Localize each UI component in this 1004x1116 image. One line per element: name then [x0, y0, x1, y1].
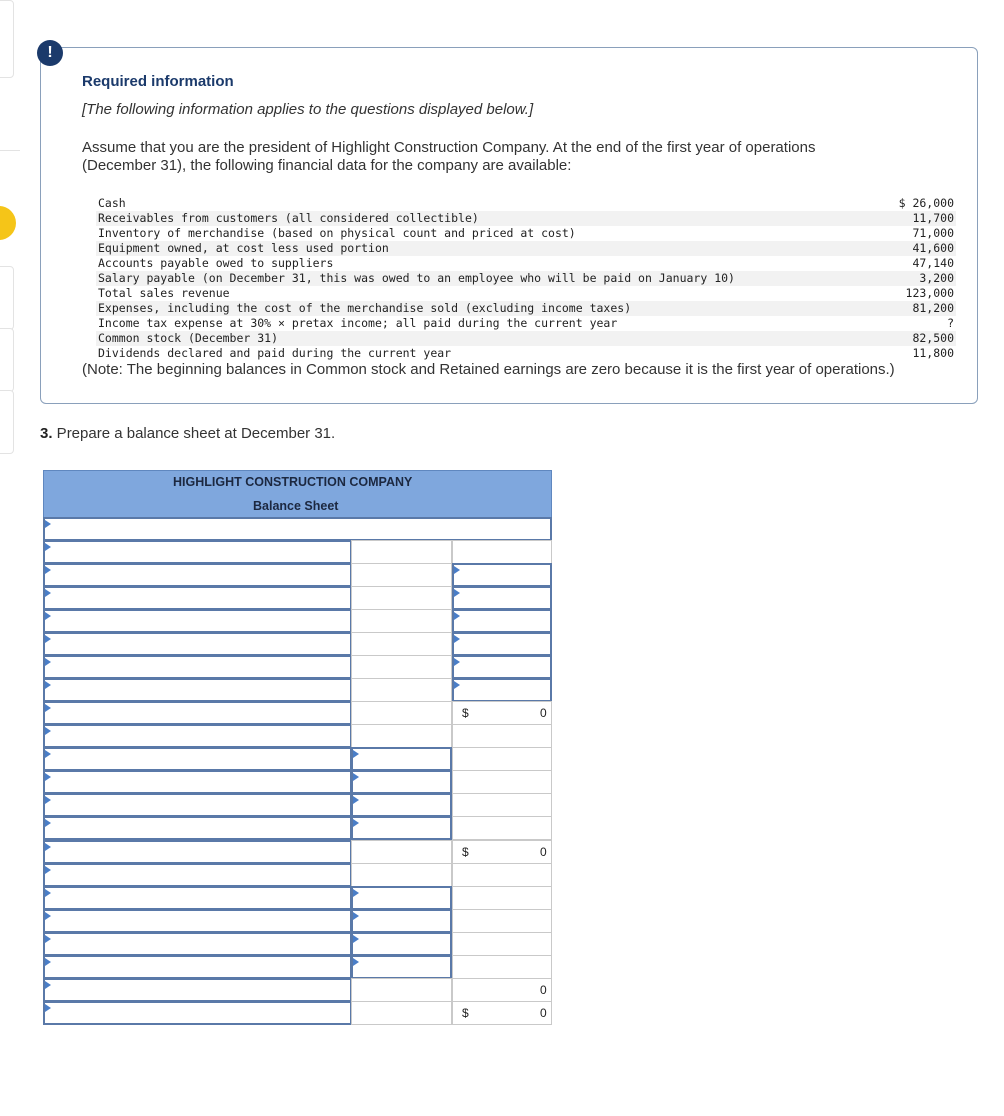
amount-input[interactable] — [452, 632, 552, 656]
dropdown-marker-icon — [45, 635, 51, 643]
account-label-input[interactable] — [43, 932, 352, 956]
dropdown-marker-icon — [45, 796, 51, 804]
question-text: Prepare a balance sheet at December 31. — [52, 425, 336, 442]
total-value: 0 — [540, 706, 547, 720]
amount-cell — [351, 978, 452, 1002]
account-label-input[interactable] — [43, 840, 352, 864]
total-cell — [452, 909, 552, 933]
account-label-input[interactable] — [43, 724, 352, 748]
total-value: 0 — [540, 983, 547, 997]
total-value: 0 — [540, 845, 547, 859]
financial-data-row — [96, 226, 956, 241]
question-prompt — [40, 425, 335, 442]
side-panel-card — [0, 328, 14, 392]
amount-cell — [351, 632, 452, 656]
account-label-input[interactable] — [43, 793, 352, 817]
amount-input[interactable] — [351, 770, 452, 794]
dropdown-marker-icon — [45, 704, 51, 712]
account-label-input[interactable] — [43, 863, 352, 887]
total-cell — [452, 724, 552, 748]
dropdown-marker-icon — [45, 843, 51, 851]
company-name: HIGHLIGHT CONSTRUCTION COMPANY — [173, 475, 413, 489]
account-label-input[interactable] — [43, 655, 352, 679]
total-cell — [452, 816, 552, 840]
required-info-subtitle: [The following information applies to the questions displayed below.] — [82, 101, 534, 118]
financial-data-table — [96, 196, 956, 361]
financial-item-label: Inventory of merchandise (based on physical count and priced at cost) — [98, 226, 576, 240]
financial-item-label: Dividends declared and paid during the current year — [98, 346, 452, 360]
financial-data-row — [96, 331, 956, 346]
financial-item-value: $ 26,000 — [898, 196, 954, 210]
financial-item-value: 47,140 — [912, 256, 954, 270]
financial-data-row — [96, 271, 956, 286]
amount-cell — [351, 1001, 452, 1025]
financial-item-value: 11,700 — [883, 211, 956, 226]
dropdown-marker-icon — [45, 773, 51, 781]
account-label-input[interactable] — [43, 747, 352, 771]
financial-data-row — [96, 211, 956, 226]
financial-item-value: 71,000 — [912, 226, 954, 240]
amount-cell — [351, 678, 452, 702]
dollar-sign: $ — [462, 1006, 469, 1020]
financial-item-value: 123,000 — [905, 286, 954, 300]
dropdown-marker-icon — [45, 750, 51, 758]
alert-icon: ! — [37, 40, 63, 66]
account-label-input[interactable] — [43, 563, 352, 587]
dropdown-marker-icon — [353, 958, 359, 966]
dollar-sign: $ — [462, 845, 469, 859]
financial-item-value: 11,800 — [912, 346, 954, 360]
account-label-input[interactable] — [43, 1001, 352, 1025]
account-label-input[interactable] — [43, 586, 352, 610]
amount-input[interactable] — [351, 955, 452, 979]
amount-input[interactable] — [351, 932, 452, 956]
account-label-input[interactable] — [43, 770, 352, 794]
financial-item-label: Income tax expense at 30% × pretax income; all paid during the current year — [98, 316, 618, 330]
side-divider — [0, 150, 20, 151]
dropdown-marker-icon — [353, 773, 359, 781]
account-label-input[interactable] — [43, 886, 352, 910]
dollar-sign: $ — [462, 706, 469, 720]
financial-item-label: Receivables from customers (all considered collectible) — [96, 211, 883, 226]
total-cell — [452, 747, 552, 771]
dropdown-marker-icon — [45, 912, 51, 920]
total-cell — [452, 978, 552, 1002]
financial-item-label: Salary payable (on December 31, this was owed to an employee who will be paid on January 10) — [96, 271, 883, 286]
total-cell — [452, 770, 552, 794]
account-label-input[interactable] — [43, 909, 352, 933]
amount-input[interactable] — [351, 793, 452, 817]
amount-input[interactable] — [452, 586, 552, 610]
dropdown-marker-icon — [454, 612, 460, 620]
dropdown-marker-icon — [353, 912, 359, 920]
financial-item-value: 3,200 — [883, 271, 956, 286]
financial-item-label: Accounts payable owed to suppliers — [98, 256, 334, 270]
dropdown-marker-icon — [45, 658, 51, 666]
dropdown-marker-icon — [353, 935, 359, 943]
account-label-input[interactable] — [43, 701, 352, 725]
total-value: 0 — [540, 1006, 547, 1020]
total-cell — [452, 540, 552, 564]
dropdown-marker-icon — [45, 819, 51, 827]
amount-input[interactable] — [351, 747, 452, 771]
status-dot-icon — [0, 206, 16, 240]
account-label-input[interactable] — [43, 540, 352, 564]
amount-cell — [351, 840, 452, 864]
total-cell — [452, 955, 552, 979]
dropdown-marker-icon — [353, 750, 359, 758]
dropdown-marker-icon — [45, 589, 51, 597]
amount-cell — [351, 863, 452, 887]
dropdown-marker-icon — [45, 612, 51, 620]
financial-data-row — [96, 316, 956, 331]
account-label-input[interactable] — [43, 816, 352, 840]
dropdown-marker-icon — [353, 796, 359, 804]
financial-item-value: ? — [947, 316, 954, 330]
total-cell — [452, 863, 552, 887]
financial-item-label: Total sales revenue — [98, 286, 230, 300]
amount-cell — [351, 655, 452, 679]
total-cell — [452, 793, 552, 817]
account-label-input[interactable] — [43, 609, 352, 633]
dropdown-marker-icon — [45, 543, 51, 551]
dropdown-marker-icon — [353, 889, 359, 897]
financial-data-row — [96, 241, 956, 256]
account-label-input[interactable] — [43, 978, 352, 1002]
amount-input[interactable] — [452, 609, 552, 633]
side-panel-card — [0, 0, 14, 78]
dropdown-marker-icon — [45, 727, 51, 735]
amount-input[interactable] — [452, 563, 552, 587]
dropdown-marker-icon — [45, 566, 51, 574]
required-info-title: Required information — [82, 73, 234, 90]
dropdown-marker-icon — [45, 866, 51, 874]
amount-cell — [351, 540, 452, 564]
amount-cell — [351, 609, 452, 633]
amount-input[interactable] — [452, 678, 552, 702]
amount-cell — [351, 586, 452, 610]
note-text: (Note: The beginning balances in Common stock and Retained earnings are zero because it is the first year of operations.) — [82, 361, 895, 378]
header-label-input[interactable] — [43, 517, 552, 541]
dropdown-marker-icon — [454, 681, 460, 689]
side-panel-card — [0, 390, 14, 454]
amount-cell — [351, 701, 452, 725]
account-label-input[interactable] — [43, 632, 352, 656]
statement-title: Balance Sheet — [253, 499, 339, 513]
dropdown-marker-icon — [45, 935, 51, 943]
dropdown-marker-icon — [45, 681, 51, 689]
account-label-input[interactable] — [43, 955, 352, 979]
account-label-input[interactable] — [43, 678, 352, 702]
amount-input[interactable] — [351, 816, 452, 840]
amount-input[interactable] — [452, 655, 552, 679]
dropdown-marker-icon — [454, 589, 460, 597]
intro-paragraph: Assume that you are the president of Highlight Construction Company. At the end of the first year of operations (December 31), the following financial data for the company are available: — [82, 139, 816, 174]
dropdown-marker-icon — [45, 520, 51, 528]
financial-data-row — [96, 256, 956, 271]
dropdown-marker-icon — [454, 635, 460, 643]
total-cell — [452, 932, 552, 956]
financial-item-label: Common stock (December 31) — [96, 331, 883, 346]
dropdown-marker-icon — [454, 566, 460, 574]
side-panel-card — [0, 266, 14, 330]
amount-input[interactable] — [351, 909, 452, 933]
financial-data-row — [96, 286, 956, 301]
dropdown-marker-icon — [45, 958, 51, 966]
financial-data-row — [96, 196, 956, 211]
dropdown-marker-icon — [353, 819, 359, 827]
financial-item-value: 41,600 — [883, 241, 956, 256]
balance-sheet-company — [43, 475, 552, 489]
financial-item-value: 81,200 — [883, 301, 956, 316]
financial-item-value: 82,500 — [883, 331, 956, 346]
financial-item-label: Expenses, including the cost of the merchandise sold (excluding income taxes) — [96, 301, 883, 316]
question-number: 3. — [40, 425, 53, 442]
total-cell — [452, 886, 552, 910]
financial-item-label: Equipment owned, at cost less used portion — [96, 241, 883, 256]
dropdown-marker-icon — [45, 1004, 51, 1012]
dropdown-marker-icon — [45, 889, 51, 897]
amount-input[interactable] — [351, 886, 452, 910]
financial-item-label: Cash — [98, 196, 126, 210]
amount-cell — [351, 563, 452, 587]
financial-data-row — [96, 301, 956, 316]
amount-cell — [351, 724, 452, 748]
balance-sheet-title — [43, 499, 552, 513]
dropdown-marker-icon — [454, 658, 460, 666]
dropdown-marker-icon — [45, 981, 51, 989]
financial-data-row — [96, 346, 956, 361]
